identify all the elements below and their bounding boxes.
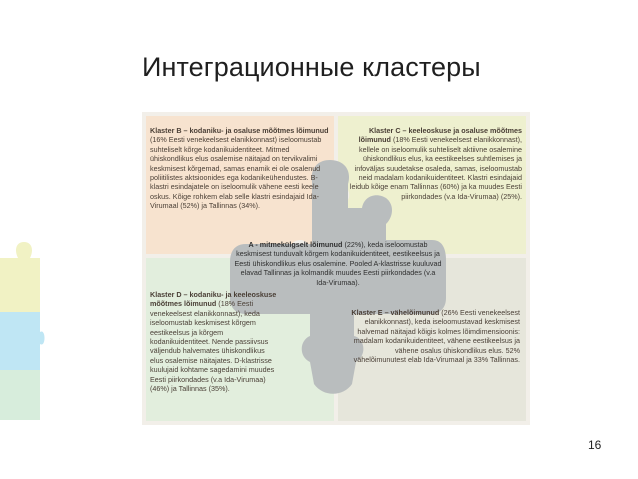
cluster-e-heading: Klaster E – vähelõimunud — [351, 308, 440, 317]
deco-yellow-piece — [0, 242, 40, 312]
cluster-c-body: (18% Eesti venekeelsest elanikkonnast), kellele on iseloomulik suhteliselt aktiivne osalemine ühiskondlikus elus, ka eestikeelses suhtlemises ja infoväljas suudetakse osaleda, samas, iseloomustab neid madalam kodanikuidentiteet. Klastri esindajaid leidub kõige enam Tallinnas (60%) ja ka muudes Eesti piirkondades (v.a Ida-Virumaa) (25%). — [349, 135, 522, 201]
deco-blue-piece — [0, 312, 45, 370]
cluster-a-body: (22%), keda iseloomustab keskmisest tunduvalt kõrgem kodanikuidentiteet, eestikeelsus ja Eesti ühiskondlikus elus osalemine. Pooled A-klastrisse kuuluvad elavad Tallinnas ja kolmandik muudes Eesti piirkondades (v.a Ida-Virumaa). — [234, 240, 442, 287]
decorative-puzzle-strip — [0, 220, 46, 420]
cluster-a-text — [234, 240, 442, 287]
slide-title: Интеграционные кластеры — [142, 52, 481, 82]
cluster-d-heading: Klaster D – kodaniku- ja keeleoskuse mõõtmes lõimunud — [150, 290, 277, 309]
cluster-d-body: (18% Eesti venekeelsest elanikkonnast), keda iseloomustab keskmisest kõrgem eestikeelsus ja kõrgem kodanikuidentiteet. Nende passiivsus väljendub halvemates ühiskondlikus elus osalemise näitajates. D-klastrisse kuulujaid kohtame sagedamini muudes Eesti piirkondades (v.a Ida-Virumaa) (46%) ja Tallinnas (35%). — [150, 299, 275, 394]
cluster-a-heading: A - mitmekülgselt lõimunud — [248, 240, 343, 249]
deco-green-piece — [0, 370, 40, 420]
puzzle-diagram — [142, 112, 530, 425]
slide-page-number: 16 — [588, 438, 602, 452]
cluster-d-text — [150, 290, 278, 393]
cluster-e-text — [348, 308, 520, 364]
cluster-e-body: (26% Eesti venekeelsest elanikkonnast), keda iseloomustavad keskmisest halvemad näitajad kõigis kolmes lõimdimensioonis: madalam kodanikuidentiteet, vähene eestikeelsus ja vähene osalus ühiskondlikus elus. 52% vähelõimunutest elab Ida-Virumaal ja 33% Tallinnas. — [353, 308, 520, 365]
cluster-c-text — [342, 126, 522, 201]
cluster-b-text — [150, 126, 330, 211]
cluster-b-heading: Klaster B – kodaniku- ja osaluse mõõtmes lõimunud — [150, 126, 329, 135]
cluster-b-body: (16% Eesti venekeelsest elanikkonnast) iseloomustab suhteliselt kõrge kodanikuidentiteet. Mitmed ühiskondlikus elus osalemise näitajad on tervikvalimi keskmisest kõrgemad, samas enamik ei ole osalenud poliitilistes aktsioonides ega kodanikeühendustes. B-klastri esindajatele on iseloomulik vähene eesti keele oskus. Kõige rohkem elab selle klastri esindajaid Ida-Virumaal (52%) ja Tallinnas (34%). — [150, 135, 322, 211]
cluster-c-heading: Klaster C – keeleoskuse ja osaluse mõõtmes lõimunud — [358, 126, 522, 145]
